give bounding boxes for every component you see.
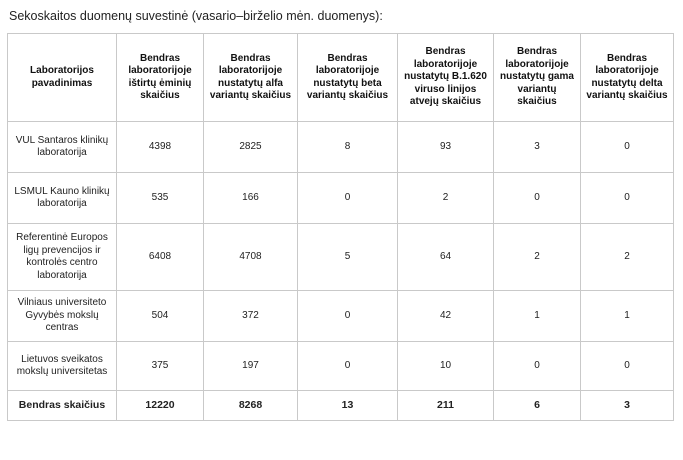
- header-samples: Bendras laboratorijoje ištirtų ėminių skaičius: [117, 34, 204, 122]
- samples-cell: 535: [117, 173, 204, 224]
- table-row: [8, 122, 674, 173]
- samples-cell: 375: [117, 342, 204, 391]
- alpha-cell: 197: [204, 342, 298, 391]
- gamma-cell: 3: [494, 122, 581, 173]
- table-caption: Sekoskaitos duomenų suvestinė (vasario–birželio mėn. duomenys):: [9, 9, 383, 23]
- gamma-cell: 2: [494, 224, 581, 291]
- alpha-cell: 4708: [204, 224, 298, 291]
- samples-cell: 6408: [117, 224, 204, 291]
- lab-name-cell: Referentinė Europos ligų prevencijos ir kontrolės centro laboratorija: [8, 224, 117, 291]
- b1620-cell: 42: [398, 291, 494, 342]
- beta-cell: 0: [298, 173, 398, 224]
- sequencing-summary-table: [7, 33, 674, 421]
- delta-cell: 2: [581, 224, 674, 291]
- gamma-cell: 0: [494, 173, 581, 224]
- lab-name-cell: Vilniaus universiteto Gyvybės mokslų centras: [8, 291, 117, 342]
- b1620-cell: 93: [398, 122, 494, 173]
- header-row: [8, 34, 674, 122]
- b1620-cell: 64: [398, 224, 494, 291]
- totals-row: [8, 391, 674, 421]
- samples-cell: 4398: [117, 122, 204, 173]
- total-samples: 12220: [117, 391, 204, 421]
- delta-cell: 0: [581, 173, 674, 224]
- alpha-cell: 166: [204, 173, 298, 224]
- gamma-cell: 1: [494, 291, 581, 342]
- header-delta: Bendras laboratorijoje nustatytų delta variantų skaičius: [581, 34, 674, 122]
- samples-cell: 504: [117, 291, 204, 342]
- lab-name-cell: Lietuvos sveikatos mokslų universitetas: [8, 342, 117, 391]
- b1620-cell: 10: [398, 342, 494, 391]
- beta-cell: 0: [298, 291, 398, 342]
- beta-cell: 0: [298, 342, 398, 391]
- delta-cell: 1: [581, 291, 674, 342]
- gamma-cell: 0: [494, 342, 581, 391]
- header-alpha: Bendras laboratorijoje nustatytų alfa variantų skaičius: [204, 34, 298, 122]
- delta-cell: 0: [581, 342, 674, 391]
- total-gamma: 6: [494, 391, 581, 421]
- lab-name-cell: VUL Santaros klinikų laboratorija: [8, 122, 117, 173]
- header-beta: Bendras laboratorijoje nustatytų beta variantų skaičius: [298, 34, 398, 122]
- total-delta: 3: [581, 391, 674, 421]
- table-row: [8, 173, 674, 224]
- table-row: [8, 224, 674, 291]
- totals-label: Bendras skaičius: [8, 391, 117, 421]
- header-gamma: Bendras laboratorijoje nustatytų gama variantų skaičius: [494, 34, 581, 122]
- lab-name-cell: LSMUL Kauno klinikų laboratorija: [8, 173, 117, 224]
- b1620-cell: 2: [398, 173, 494, 224]
- beta-cell: 8: [298, 122, 398, 173]
- delta-cell: 0: [581, 122, 674, 173]
- table-row: [8, 291, 674, 342]
- header-b1620: Bendras laboratorijoje nustatytų B.1.620 viruso linijos atvejų skaičius: [398, 34, 494, 122]
- table-row: [8, 342, 674, 391]
- total-beta: 13: [298, 391, 398, 421]
- total-alpha: 8268: [204, 391, 298, 421]
- alpha-cell: 2825: [204, 122, 298, 173]
- alpha-cell: 372: [204, 291, 298, 342]
- header-lab-name: Laboratorijos pavadinimas: [8, 34, 117, 122]
- beta-cell: 5: [298, 224, 398, 291]
- total-b1620: 211: [398, 391, 494, 421]
